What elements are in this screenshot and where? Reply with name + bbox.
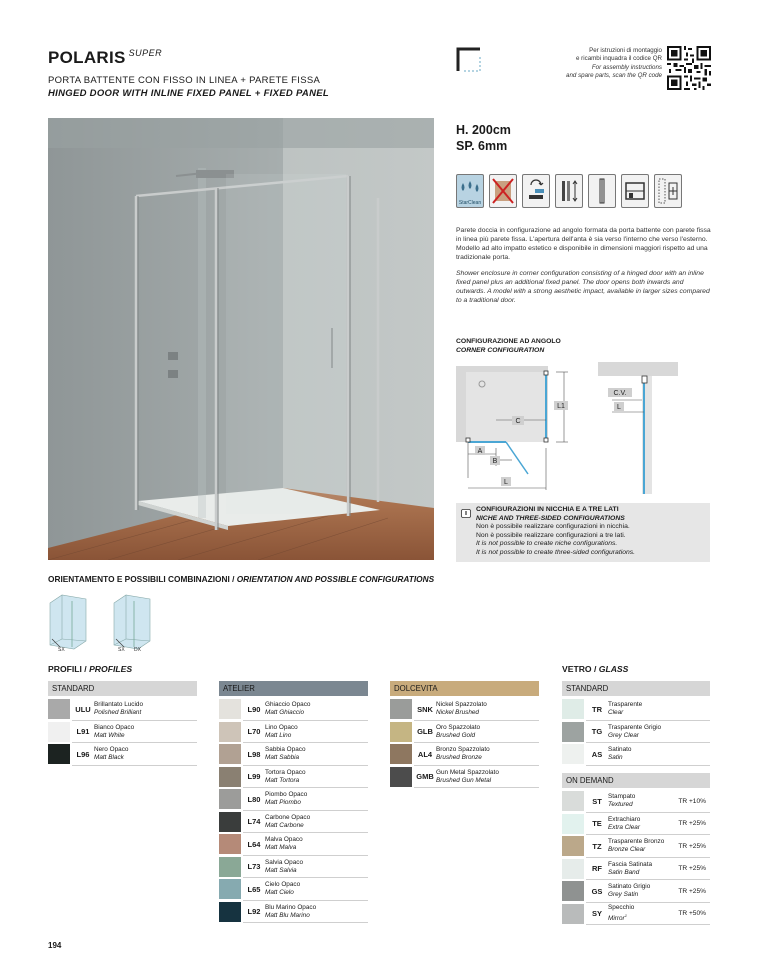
thickness-spec: SP. 6mm (456, 139, 508, 153)
page-number: 194 (48, 941, 62, 950)
profile-icon (588, 174, 616, 208)
color-swatch (562, 744, 584, 764)
niche-title-en: NICHE AND THREE-SIDED CONFIGURATIONS (476, 514, 625, 522)
finish-name-en: Bronze Clear (608, 846, 646, 854)
finish-name (94, 724, 134, 740)
finish-code: AL4 (417, 749, 433, 759)
profiles-title: PROFILI / PROFILES (48, 664, 133, 674)
finish-name (608, 816, 640, 832)
swatch-row (219, 788, 368, 810)
finish-name-en: Extra Clear (608, 823, 640, 831)
swatch-row (562, 721, 710, 743)
finish-code: GLB (417, 727, 433, 737)
swatch-row (390, 721, 539, 743)
orientation-diagrams (48, 593, 158, 651)
finish-name-en: Matt Sabbia (265, 754, 300, 762)
corner-configuration-diagram (456, 358, 716, 496)
info-icon (461, 509, 471, 519)
profile-group-header: ATELIER (219, 681, 368, 696)
finish-name-en: Matt Salvia (265, 866, 297, 874)
dim-b-label: B (492, 458, 498, 465)
glass-on-demand-header: ON DEMAND (562, 773, 710, 788)
price-surcharge: TR +25% (678, 820, 706, 828)
orientation-label-3: DX (134, 647, 141, 651)
swatch-row (48, 743, 197, 765)
finish-name-en: Nickel Brushed (436, 709, 479, 717)
swatch-row (219, 856, 368, 878)
swatch-row (219, 878, 368, 900)
color-swatch (219, 902, 241, 922)
color-swatch (390, 744, 412, 764)
finish-name-en: Satin (608, 754, 623, 762)
dim-l-label: L (504, 479, 508, 486)
finish-name (265, 859, 303, 875)
swatch-row (219, 811, 368, 833)
color-swatch (562, 904, 584, 924)
subtitle-en: HINGED DOOR WITH INLINE FIXED PANEL + FIXED PANEL (48, 88, 329, 99)
swatch-row (390, 766, 539, 788)
profile-group-header: STANDARD (48, 681, 197, 696)
finish-name (94, 701, 143, 717)
finish-code: L64 (247, 839, 261, 849)
finish-code: TE (592, 819, 602, 829)
finish-name-it: Extrachiaro (608, 815, 641, 823)
finish-name-it: Lino Opaco (265, 723, 298, 731)
finish-name (265, 904, 316, 920)
finish-name-it: Brillantato Lucido (94, 701, 144, 709)
finish-name-en: Matt Cielo (265, 889, 294, 897)
glass-title: VETRO / GLASS (562, 664, 629, 674)
finish-name-it: Trasparente Bronzo (608, 838, 665, 846)
swatch-row (390, 698, 539, 720)
color-swatch (219, 789, 241, 809)
footnote-mark: 1 (624, 913, 627, 919)
finish-name (265, 746, 306, 762)
finish-code: L74 (247, 817, 261, 827)
feature-icons (456, 174, 682, 208)
finish-code: GMB (416, 772, 434, 782)
finish-name-en: Matt Piombo (265, 799, 301, 807)
finish-name-en: Matt Carbone (265, 821, 304, 829)
color-swatch (219, 812, 241, 832)
glass-standard-header: STANDARD (562, 681, 710, 696)
swatch-row (219, 833, 368, 855)
finish-name-it: Stampato (608, 793, 636, 801)
dim-cv-label: C.V. (613, 390, 627, 397)
finish-name-it: Bianco Opaco (94, 723, 135, 731)
finish-name (608, 746, 631, 762)
finish-code: L98 (247, 749, 261, 759)
niche-title-it: CONFIGURAZIONI IN NICCHIA E A TRE LATI (476, 506, 619, 513)
color-swatch (219, 767, 241, 787)
finish-code: L91 (76, 727, 90, 737)
finish-name (265, 701, 310, 717)
finish-code: GS (591, 886, 603, 896)
finish-code: L70 (247, 727, 261, 737)
finish-name (265, 814, 310, 830)
swatch-row (390, 743, 539, 765)
finish-name-it: Satinato Grigio (608, 883, 651, 891)
description (456, 226, 714, 312)
swatch-row (562, 790, 710, 812)
finish-name-en: Brushed Bronze (436, 754, 482, 762)
finish-name (265, 791, 307, 807)
row-divider (586, 765, 710, 766)
color-swatch (390, 767, 412, 787)
product-photo (48, 118, 434, 560)
row-divider (586, 924, 710, 925)
finish-code: TG (591, 727, 603, 737)
color-swatch (562, 859, 584, 879)
finish-name-it: Cielo Opaco (265, 881, 301, 889)
finish-name-it: Nickel Spazzolato (436, 701, 487, 709)
finish-code: SY (591, 909, 602, 919)
finish-name-en: Polished Brilliant (94, 709, 142, 717)
height-adjust-icon (555, 174, 583, 208)
color-swatch (562, 699, 584, 719)
color-swatch (219, 722, 241, 742)
finish-name-it: Trasparente (608, 701, 643, 709)
swatch-row (562, 743, 710, 765)
height-spec: H. 200cm (456, 123, 511, 137)
finish-name-it: Tortora Opaco (265, 768, 306, 776)
swatch-row (48, 698, 197, 720)
finish-name-en: Grey Clear (608, 731, 639, 739)
orientation-left-diagram (50, 595, 86, 651)
price-surcharge: TR +25% (678, 865, 706, 873)
subtitle-it: PORTA BATTENTE CON FISSO IN LINEA + PARETE FISSA (48, 75, 321, 86)
swatch-row (562, 698, 710, 720)
starclean-icon: StarClean (456, 174, 484, 208)
color-swatch (219, 834, 241, 854)
finish-name-en: Matt Blu Marino (265, 911, 310, 919)
finish-name (265, 769, 306, 785)
model-name: POLARIS (48, 48, 126, 67)
finish-code: L92 (247, 907, 261, 917)
finish-name (436, 769, 499, 785)
finish-name-en: Textured (608, 801, 633, 809)
niche-icon (621, 174, 649, 208)
swatch-row (562, 903, 710, 925)
orientation-title: ORIENTAMENTO E POSSIBILI COMBINAZIONI / ORIENTATION AND POSSIBLE CONFIGURATIONS (48, 574, 435, 584)
finish-code: TR (592, 704, 602, 714)
finish-name-en: Matt Tortora (265, 776, 300, 784)
finish-code: ULU (75, 704, 91, 714)
price-surcharge: TR +25% (678, 887, 706, 895)
color-swatch (562, 881, 584, 901)
description-it: Parete doccia in configurazione ad angolo formata da porta battente con parete fissa in linea più parete fissa. L'apertura dell'anta è sia verso l'interno che verso l'esterno. Modello ad alto impatto estetico e disponibile in dimensioni maggiori rispetto ad una tradizionale porta. (456, 227, 711, 261)
swatch-row (562, 858, 710, 880)
row-divider (414, 787, 539, 788)
finish-name (436, 746, 490, 762)
corner-frame-icon (456, 47, 482, 73)
finish-name-it: Bronzo Spazzolato (436, 746, 490, 754)
swatch-row (219, 698, 368, 720)
finish-name (265, 724, 298, 740)
finish-name-it: Trasparente Grigio (608, 723, 662, 731)
model-variant: SUPER (128, 48, 163, 59)
color-swatch (219, 699, 241, 719)
finish-name (436, 724, 480, 740)
finish-name-en: Brushed Gun Metal (436, 776, 492, 784)
finish-code: L90 (247, 704, 261, 714)
qr-instructions: Per istruzioni di montaggio e ricambi inquadra il codice QR For assembly instructions and spare parts, scan the QR code (566, 47, 662, 80)
color-swatch (48, 722, 70, 742)
color-swatch (219, 879, 241, 899)
finish-name (608, 793, 635, 809)
finish-code: ST (592, 796, 602, 806)
finish-name-it: Piombo Opaco (265, 791, 308, 799)
finish-name (265, 836, 303, 852)
swatch-row (219, 766, 368, 788)
swatch-row (219, 901, 368, 923)
description-en: Shower enclosure in corner configuration consisting of a hinged door with an inline fixed panel plus an additional fixed panel. The door opens both inwards and outwards. A model with a strong aesthetic impact, available in larger sizes compared to a traditional door. (456, 270, 710, 304)
finish-name-it: Carbone Opaco (265, 813, 311, 821)
finish-name-en: Satin Band (608, 868, 640, 876)
swatch-row (562, 835, 710, 857)
price-surcharge: TR +50% (678, 910, 706, 918)
row-divider (72, 765, 197, 766)
finish-name-en: Matt Malva (265, 844, 297, 852)
finish-name-en: Matt Ghiaccio (265, 709, 305, 717)
finish-code: L65 (247, 884, 261, 894)
finish-name-en: Matt Lino (265, 731, 292, 739)
dim-l1-label: L1 (557, 403, 565, 410)
color-swatch (390, 722, 412, 742)
finish-name (94, 746, 128, 762)
finish-name-it: Satinato (608, 746, 632, 754)
finish-name (608, 724, 661, 740)
finish-code: RF (592, 864, 602, 874)
finish-code: SNK (417, 704, 433, 714)
dim-a-label: A (477, 448, 483, 455)
no-tray-icon (489, 174, 517, 208)
dim-c-label: C (515, 418, 521, 425)
reversible-icon (522, 174, 550, 208)
finish-name (265, 881, 300, 897)
price-surcharge: TR +25% (678, 842, 706, 850)
finish-name-it: Sabbia Opaco (265, 746, 306, 754)
finish-name (608, 904, 634, 923)
color-swatch (219, 744, 241, 764)
color-swatch (562, 836, 584, 856)
page-title (48, 48, 329, 99)
finish-name-it: Nero Opaco (94, 746, 129, 754)
finish-code: L96 (76, 749, 90, 759)
color-swatch (48, 744, 70, 764)
swatch-row (219, 721, 368, 743)
finish-code: L80 (247, 794, 261, 804)
finish-name-it: Blu Marino Opaco (265, 903, 317, 911)
color-swatch (562, 814, 584, 834)
row-divider (243, 922, 368, 923)
finish-name-en: Matt White (94, 731, 125, 739)
finish-code: L99 (247, 772, 261, 782)
price-surcharge: TR +10% (678, 797, 706, 805)
finish-name-it: Specchio (608, 904, 635, 912)
finish-name (608, 861, 652, 877)
color-swatch (562, 722, 584, 742)
finish-name-it: Fascia Satinata (608, 860, 653, 868)
swatch-row (562, 813, 710, 835)
finish-name-en: Brushed Gold (436, 731, 476, 739)
color-swatch (390, 699, 412, 719)
finish-name-en: Mirror$^1$ (608, 913, 627, 923)
extension-icon (654, 174, 682, 208)
finish-code: AS (591, 749, 603, 759)
finish-name-it: Malva Opaco (265, 836, 303, 844)
swatch-row (48, 721, 197, 743)
finish-name (608, 883, 650, 899)
color-swatch (562, 791, 584, 811)
dim-l-side-label: L (617, 404, 621, 411)
finish-name-en: Grey Satin (608, 891, 639, 899)
finish-name-it: Gun Metal Spazzolato (436, 768, 499, 776)
finish-name (608, 838, 664, 854)
qr-code-icon[interactable] (667, 46, 711, 90)
finish-name (608, 701, 642, 717)
profile-group-header: DOLCEVITA (390, 681, 539, 696)
finish-name (436, 701, 487, 717)
finish-code: L73 (247, 862, 261, 872)
finish-name-it: Oro Spazzolato (436, 723, 481, 731)
niche-note: CONFIGURAZIONI IN NICCHIA E A TRE LATI NICHE AND THREE-SIDED CONFIGURATIONS Non è possibile realizzare configurazioni in nicchia. Non è possibile realizzare configurazioni a tre lati. It is not possible to create niche configurations. It is not possible to create three-sided configurations. (456, 503, 710, 562)
finish-name-en: Matt Black (94, 754, 124, 762)
finish-name-it: Salvia Opaco (265, 858, 304, 866)
finish-code: TZ (592, 841, 602, 851)
color-swatch (48, 699, 70, 719)
config-title: CONFIGURAZIONE AD ANGOLO CORNER CONFIGURATION (456, 338, 561, 354)
color-swatch (219, 857, 241, 877)
orientation-right-diagram (114, 595, 150, 651)
finish-name-en: Clear (608, 709, 624, 717)
specs (456, 122, 511, 154)
swatch-row (219, 743, 368, 765)
orientation-label-1: SX (58, 647, 65, 651)
swatch-row (562, 880, 710, 902)
finish-name-it: Ghiaccio Opaco (265, 701, 311, 709)
orientation-label-2: SX (118, 647, 125, 651)
